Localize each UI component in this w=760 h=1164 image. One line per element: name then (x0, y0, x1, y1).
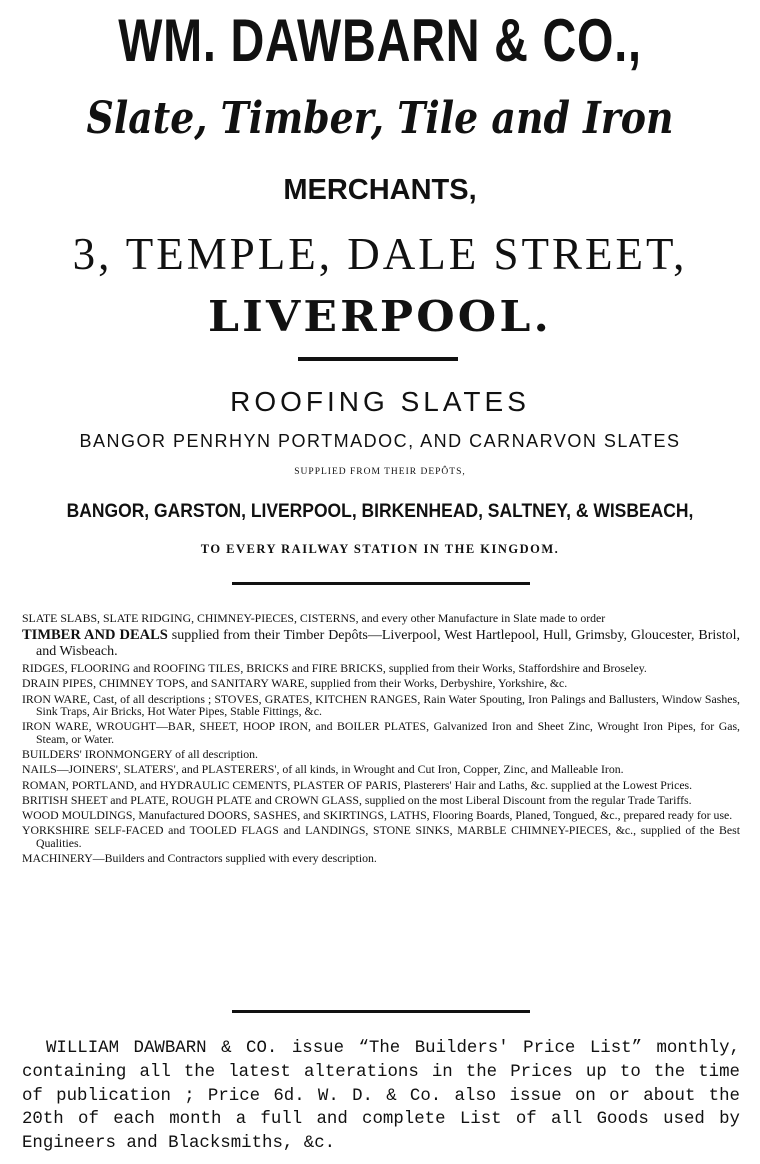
railway-line: TO EVERY RAILWAY STATION IN THE KINGDOM. (200, 542, 560, 556)
slate-types: BANGOR PENRHYN PORTMADOC, AND CARNARVON SLATES (79, 431, 681, 451)
list-item: TIMBER AND DEALS supplied from their Timber Depôts—Liverpool, West Hartlepool, Hull, Grimsby, Gloucester, Bristol, and Wisbeach. (22, 627, 740, 660)
supplied-from-line: SUPPLIED FROM THEIR DEPÔTS, (294, 467, 466, 477)
city-name: LIVERPOOL. (208, 292, 552, 341)
divider-rule (298, 357, 458, 361)
price-list-notice: WILLIAM DAWBARN & CO. issue “The Builders' Price List” monthly, containing all the latest alterations in the Prices up to the time of publication ; Price 6d. W. D. & Co. also issue on or about the 20th of each month a full and complete List of all Goods used by Engineers and Blacksmiths, &c. (22, 1039, 740, 1154)
street-address: 3, TEMPLE, DALE STREET, (72, 229, 688, 279)
trades-line: Slate, Timber, Tile and Iron (86, 93, 674, 144)
divider-rule (232, 582, 530, 585)
list-item: IRON WARE, Cast, of all descriptions ; STOVES, GRATES, KITCHEN RANGES, Rain Water Spouting, Iron Palings and Ballusters, Window Sashes, Sink Traps, Air Bricks, Hot Water Pipes, Stable Fittings, &c. (22, 691, 740, 719)
list-item: BUILDERS' IRONMONGERY of all description. (22, 747, 258, 762)
firm-name: WM. DAWBARN & CO., (118, 7, 642, 74)
list-item: BRITISH SHEET and PLATE, ROUGH PLATE and CROWN GLASS, supplied on the most Liberal Discount from the regular Trade Tariffs. (22, 792, 692, 807)
list-item: YORKSHIRE SELF-FACED and TOOLED FLAGS and LANDINGS, STONE SINKS, MARBLE CHIMNEY-PIECES, &c., supplied of the Best Qualities. (22, 822, 740, 850)
item-lead: TIMBER AND DEALS (22, 627, 168, 644)
list-item: ROMAN, PORTLAND, and HYDRAULIC CEMENTS, PLASTER OF PARIS, Plasterers' Hair and Laths, &c. supplied at the Lowest Prices. (22, 777, 693, 792)
list-item: NAILS—JOINERS', SLATERS', and PLASTERERS', of all kinds, in Wrought and Cut Iron, Copper, Zinc, and Malleable Iron. (22, 762, 624, 777)
depots-line: BANGOR, GARSTON, LIVERPOOL, BIRKENHEAD, SALTNEY, & WISBEACH, (66, 501, 694, 522)
list-item: SLATE SLABS, SLATE RIDGING, CHIMNEY-PIECES, CISTERNS, and every other Manufacture in Slate made to order (22, 611, 606, 625)
list-item: RIDGES, FLOORING and ROOFING TILES, BRICKS and FIRE BRICKS, supplied from their Works, Staffordshire and Broseley. (22, 661, 647, 676)
divider-rule (232, 1010, 530, 1013)
list-item: WOOD MOULDINGS, Manufactured DOORS, SASHES, and SKIRTINGS, LATHS, Flooring Boards, Planed, Tongued, &c., prepared ready for use. (22, 807, 733, 822)
merchants-line: MERCHANTS, (283, 174, 477, 206)
list-item: MACHINERY—Builders and Contractors supplied with every description. (22, 850, 377, 865)
list-item: IRON WARE, WROUGHT—BAR, SHEET, HOOP IRON, and BOILER PLATES, Galvanized Iron and Sheet Zinc, Wrought Iron Pipes, for Gas, Steam, or Water. (22, 719, 740, 747)
list-item: DRAIN PIPES, CHIMNEY TOPS, and SANITARY WARE, supplied from their Works, Derbyshire, Yorkshire, &c. (22, 676, 568, 691)
roofing-heading: ROOFING SLATES (230, 386, 530, 417)
products-list (22, 612, 740, 867)
